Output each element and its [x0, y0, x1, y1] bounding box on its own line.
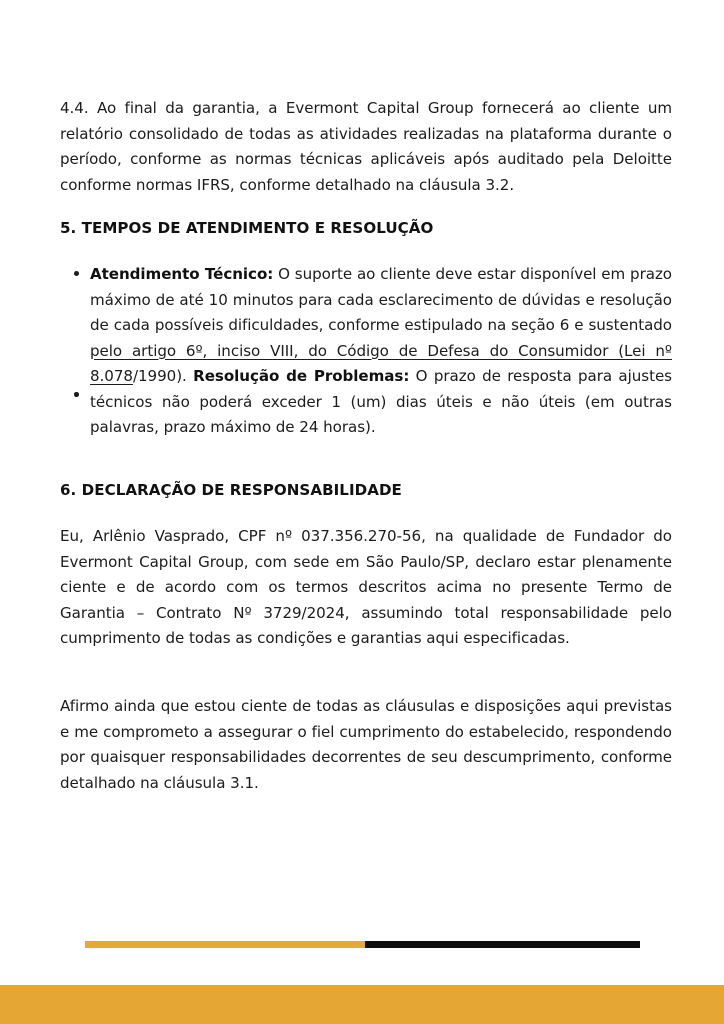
bullet-label-atendimento-tecnico: Atendimento Técnico:: [90, 265, 274, 283]
section-5-bullet-list: [60, 262, 672, 441]
bullet-underlined-legal-reference: pelo artigo 6º, inciso VIII, do Código de Defesa do Consumidor (Lei nº 8.078: [90, 341, 672, 385]
list-item: [60, 262, 672, 441]
footer-rule-black-segment: [365, 941, 640, 948]
bullet-label-resolucao-de-problemas: Resolução de Problemas:: [193, 367, 410, 385]
bullet-body-part-1: O suporte ao cliente deve estar disponível em prazo máximo de até 10 minutos para cada esclarecimento de dúvidas e resolução de cada possíveis dificuldades, conforme estipulado na seção 6 e sustentado: [90, 265, 672, 334]
list-item-text: [90, 262, 672, 441]
paragraph-declaration: Eu, Arlênio Vasprado, CPF nº 037.356.270-56, na qualidade de Fundador do Evermont Capital Group, com sede em São Paulo/SP, declaro estar plenamente ciente e de acordo com os termos descritos acima no presente Termo de Garantia – Contrato Nº 3729/2024, assumindo total responsabilidade pelo cumprimento de todas as condições e garantias aqui especificadas.: [60, 527, 672, 647]
footer-rule: [85, 941, 640, 948]
paragraph-4-4: 4.4. Ao final da garantia, a Evermont Capital Group fornecerá ao cliente um relatório consolidado de todas as atividades realizadas na plataforma durante o período, conforme as normas técnicas aplicáveis após auditado pela Deloitte conforme normas IFRS, conforme detalhado na cláusula 3.2.: [60, 99, 672, 194]
paragraph-affirmation: Afirmo ainda que estou ciente de todas as cláusulas e disposições aqui previstas e me comprometo a assegurar o fiel cumprimento do estabelecido, respondendo por quaisquer responsabilidades decorrentes de seu descumprimento, conforme detalhado na cláusula 3.1.: [60, 697, 672, 792]
footer-band: [0, 985, 724, 1024]
bullet-body-part-2: /1990).: [132, 367, 194, 385]
footer-rule-gold-segment: [85, 941, 365, 948]
bullet-point-icon: [74, 271, 79, 276]
bullet-body-part-3: O prazo de resposta para ajustes técnicos não poderá exceder 1 (um) dias úteis e não úteis (em outras palavras, prazo máximo de 24 horas).: [90, 367, 672, 436]
section-6-heading: 6. DECLARAÇÃO DE RESPONSABILIDADE: [60, 481, 402, 499]
bullet-point-icon-stray: [74, 392, 79, 397]
section-5-heading: 5. TEMPOS DE ATENDIMENTO E RESOLUÇÃO: [60, 219, 434, 237]
